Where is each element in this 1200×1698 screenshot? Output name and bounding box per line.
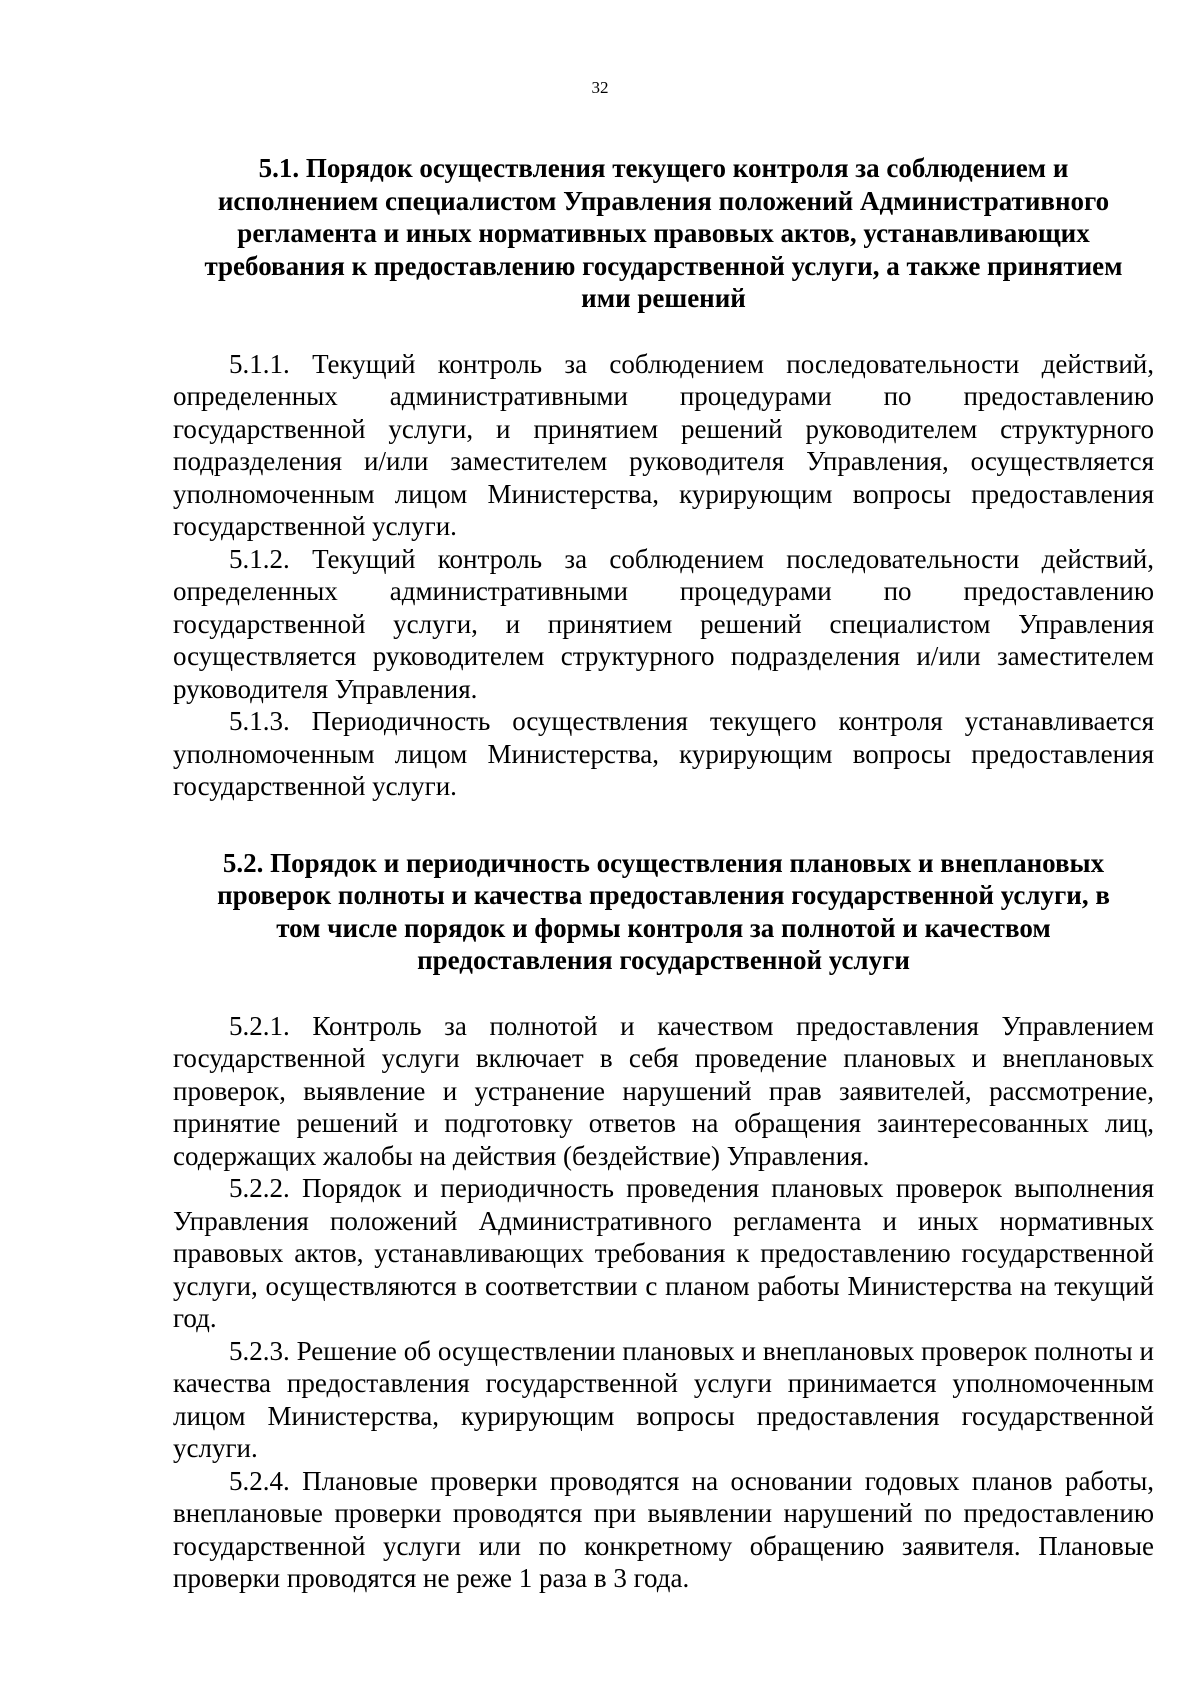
paragraph-5-1-1: 5.1.1. Текущий контроль за соблюдением последовательности действий, определенных административными процедурами по предоставлению государственной услуги, и принятием решений руководителем структурного подразделения и/или заместителем руководителя Управления, осуществляется уполномоченным лицом Министерства, курирующим вопросы предоставления государственной услуги. bbox=[173, 348, 1154, 541]
spacer bbox=[173, 315, 1154, 348]
heading-line: предоставления государственной услуги bbox=[417, 945, 910, 975]
section-heading-5-2 bbox=[173, 847, 1154, 977]
paragraph-5-1-2: 5.1.2. Текущий контроль за соблюдением последовательности действий, определенных административными процедурами по предоставлению государственной услуги, и принятием решений специалистом Управления осуществляется руководителем структурного подразделения и/или заместителем руководителя Управления. bbox=[173, 543, 1154, 704]
heading-line: 5.1. Порядок осуществления текущего контроля за соблюдением и bbox=[258, 153, 1069, 183]
spacer bbox=[173, 803, 1154, 847]
paragraph-5-2-4: 5.2.4. Плановые проверки проводятся на основании годовых планов работы, внеплановые проверки проводятся при выявлении нарушений по предоставлению государственной услуги или по конкретному обращению заявителя. Плановые проверки проводятся не реже 1 раза в 3 года. bbox=[173, 1465, 1154, 1593]
heading-line: 5.2. Порядок и периодичность осуществления плановых и внеплановых bbox=[222, 847, 1105, 878]
paragraph-5-2-2: 5.2.2. Порядок и периодичность проведения плановых проверок выполнения Управления положений Административного регламента и иных нормативных правовых актов, устанавливающих требования к предоставлению государственной услуги, осуществляются в соответствии с планом работы Министерства на текущий год. bbox=[173, 1173, 1154, 1333]
section-heading-5-1 bbox=[173, 152, 1154, 315]
page-number: 32 bbox=[591, 78, 609, 97]
heading-line: ими решений bbox=[581, 283, 746, 313]
document-body bbox=[173, 152, 1154, 1595]
heading-line: том числе порядок и формы контроля за полнотой и качеством bbox=[276, 912, 1051, 943]
paragraph-5-2-1: 5.2.1. Контроль за полнотой и качеством предоставления Управлением государственной услуги включает в себя проведение плановых и внеплановых проверок, выявление и устранение нарушений прав заявителей, рассмотрение, принятие решений и подготовку ответов на обращения заинтересованных лиц, содержащих жалобы на действия (бездействие) Управления. bbox=[173, 1010, 1154, 1171]
heading-line: исполнением специалистом Управления положений Административного bbox=[217, 185, 1110, 216]
heading-line: проверок полноты и качества предоставления государственной услуги, в bbox=[217, 880, 1110, 910]
paragraph-5-1-3: 5.1.3. Периодичность осуществления текущего контроля устанавливается уполномоченным лицом Министерства, курирующим вопросы предоставления государственной услуги. bbox=[173, 706, 1154, 801]
spacer bbox=[173, 977, 1154, 1010]
paragraph-5-2-3: 5.2.3. Решение об осуществлении плановых и внеплановых проверок полноты и качества предоставления государственной услуги принимается уполномоченным лицом Министерства, курирующим вопросы предоставления государственной услуги. bbox=[173, 1335, 1154, 1463]
heading-line: требования к предоставлению государственной услуги, а также принятием bbox=[204, 250, 1123, 281]
heading-line: регламента и иных нормативных правовых актов, устанавливающих bbox=[237, 218, 1090, 248]
